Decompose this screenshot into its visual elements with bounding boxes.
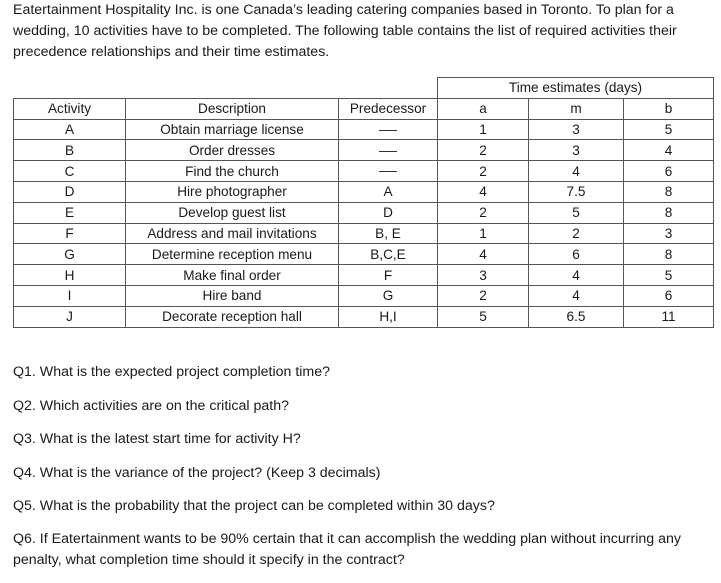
cell-b: 8 [624, 181, 714, 202]
question-3: Q3. What is the latest start time for activity H? [13, 431, 301, 447]
no-predecessor-dash [379, 151, 397, 152]
question-2: Q2. Which activities are on the critical path? [13, 397, 289, 414]
cell-m: 3 [529, 140, 624, 161]
cell-a: 1 [438, 119, 529, 140]
cell-b: 6 [624, 161, 714, 182]
table-body [14, 119, 714, 327]
cell-description: Hire photographer [126, 181, 339, 202]
table-row [14, 119, 714, 140]
cell-activity: G [14, 244, 126, 265]
header-b: b [624, 98, 714, 119]
cell-activity: F [14, 223, 126, 244]
cell-description: Hire band [126, 285, 339, 306]
question-5: Q5. What is the probability that the project can be completed within 30 days? [13, 498, 495, 514]
cell-description: Determine reception menu [126, 244, 339, 265]
cell-predecessor: H,I [339, 306, 438, 327]
cell-m: 4 [529, 161, 624, 182]
table-row [14, 140, 714, 161]
cell-b: 8 [624, 202, 714, 223]
table-row [14, 202, 714, 223]
header-activity: Activity [14, 98, 126, 119]
cell-activity: B [14, 140, 126, 161]
cell-a: 3 [438, 265, 529, 286]
time-estimates-header: Time estimates (days) [438, 78, 714, 99]
cell-a: 4 [438, 244, 529, 265]
cell-m: 3 [529, 119, 624, 140]
cell-m: 4 [529, 265, 624, 286]
cell-a: 1 [438, 223, 529, 244]
cell-predecessor [339, 161, 438, 182]
header-description: Description [126, 98, 339, 119]
cell-b: 5 [624, 119, 714, 140]
question-1: Q1. What is the expected project completion time? [13, 364, 331, 380]
cell-predecessor [339, 119, 438, 140]
cell-activity: E [14, 202, 126, 223]
cell-m: 6 [529, 244, 624, 265]
no-predecessor-dash [379, 130, 397, 131]
questions-list [13, 362, 713, 583]
cell-m: 7.5 [529, 181, 624, 202]
cell-b: 11 [624, 306, 714, 327]
cell-b: 5 [624, 265, 714, 286]
cell-a: 2 [438, 202, 529, 223]
table-row [14, 181, 714, 202]
header-m: m [529, 98, 624, 119]
table-row [14, 265, 714, 286]
cell-b: 4 [624, 140, 714, 161]
cell-activity: I [14, 285, 126, 306]
cell-description: Decorate reception hall [126, 306, 339, 327]
cell-predecessor: A [339, 181, 438, 202]
cell-predecessor: B, E [339, 223, 438, 244]
cell-a: 2 [438, 140, 529, 161]
column-header-row [14, 98, 714, 119]
cell-activity: C [14, 161, 126, 182]
cell-description: Address and mail invitations [126, 223, 339, 244]
cell-description: Obtain marriage license [126, 119, 339, 140]
activity-table [13, 77, 714, 328]
table-row [14, 161, 714, 182]
intro-paragraph: Eatertainment Hospitality Inc. is one Canada’s leading catering companies based in Toronto. To plan for a wedding, 10 activities have to be completed. The following table contains the list of required activities their precedence relationships and their time estimates. [13, 2, 677, 60]
header-predecessor: Predecessor [339, 98, 438, 119]
cell-activity: A [14, 119, 126, 140]
cell-a: 2 [438, 285, 529, 306]
cell-a: 4 [438, 181, 529, 202]
table-row [14, 244, 714, 265]
cell-activity: D [14, 181, 126, 202]
question-6: Q6. If Eatertainment wants to be 90% certain that it can accomplish the wedding plan without incurring any penalty, what completion time should it specify in the contract? [13, 530, 681, 568]
cell-description: Find the church [126, 161, 339, 182]
header-a: a [438, 98, 529, 119]
cell-m: 2 [529, 223, 624, 244]
cell-m: 5 [529, 202, 624, 223]
cell-predecessor [339, 140, 438, 161]
table-row [14, 285, 714, 306]
cell-description: Order dresses [126, 140, 339, 161]
cell-a: 5 [438, 306, 529, 327]
cell-b: 3 [624, 223, 714, 244]
table-row [14, 223, 714, 244]
cell-a: 2 [438, 161, 529, 182]
cell-b: 8 [624, 244, 714, 265]
cell-activity: H [14, 265, 126, 286]
no-predecessor-dash [379, 171, 397, 172]
cell-predecessor: B,C,E [339, 244, 438, 265]
cell-m: 4 [529, 285, 624, 306]
table-row [14, 306, 714, 327]
cell-b: 6 [624, 285, 714, 306]
cell-m: 6.5 [529, 306, 624, 327]
cell-description: Make final order [126, 265, 339, 286]
cell-predecessor: F [339, 265, 438, 286]
cell-description: Develop guest list [126, 202, 339, 223]
cell-predecessor: G [339, 285, 438, 306]
estimates-header-row [14, 78, 714, 99]
cell-activity: J [14, 306, 126, 327]
question-4: Q4. What is the variance of the project? (Keep 3 decimals) [13, 464, 381, 481]
cell-predecessor: D [339, 202, 438, 223]
